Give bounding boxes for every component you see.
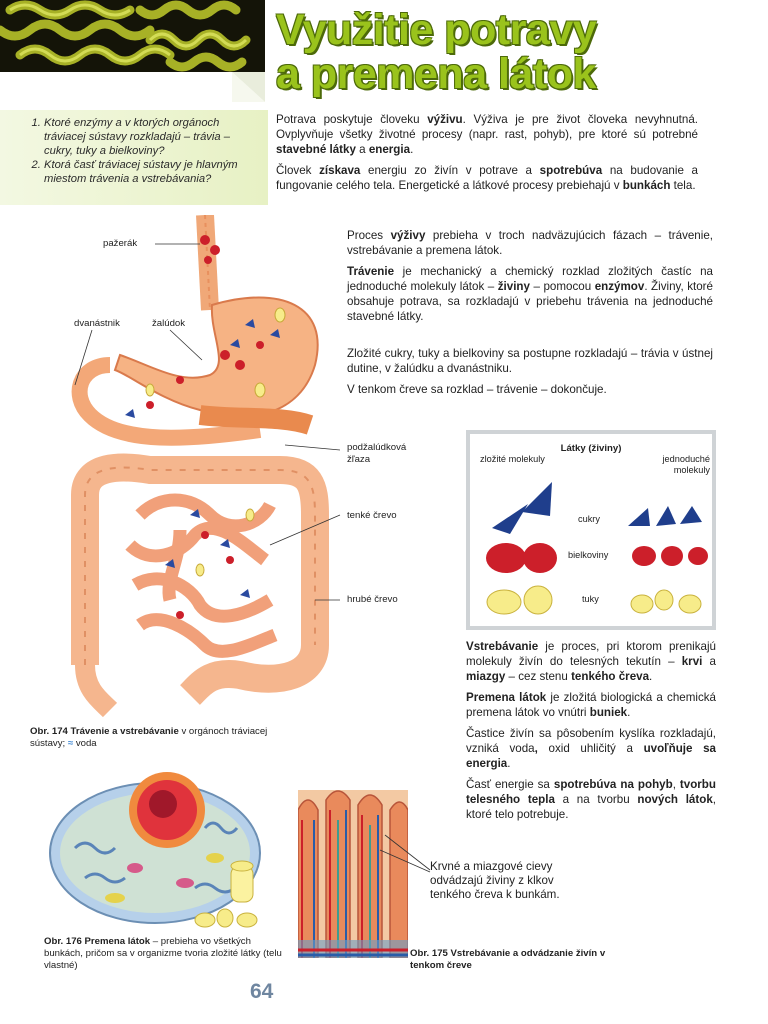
question-1: 1. Ktoré enzýmy a v ktorých orgánoch tráviacej sústavy rozkladajú – trávia – cukry, tuky a bielkoviny? [44, 116, 260, 158]
complex-molecules-header: zložité molekuly [480, 454, 545, 464]
nutrients-box-title: Látky (živiny) [560, 443, 622, 454]
right-paragraph-4: Časť energie sa spotrebúva na pohyb, tvorbu telesného tepla a na tvorbu nových látok, ktoré telo potrebuje. [466, 778, 717, 821]
figure-176-caption: Obr. 176 Premena látok – prebieha vo všetkých bunkách, pričom sa v organizme tvoria zložité látky (telu vlastné) [44, 936, 282, 971]
title-line-2: a premena látok [276, 50, 596, 98]
page-title [276, 8, 756, 96]
nutrient-molecule-shapes [470, 434, 712, 626]
nutrients-box [466, 430, 716, 630]
row-label-sugars: cukry [578, 514, 600, 524]
figure-175-caption: Obr. 175 Vstrebávanie a odvádzanie živín v tenkom čreve [410, 948, 606, 971]
page-number: 64 [250, 980, 274, 1003]
middle-paragraph-1: Proces výživy prebieha v troch nadväzujúcich fázach – trávenie, vstrebávanie a premena látok. [347, 229, 714, 257]
intro-paragraph-2: Človek získava energiu zo živín v potrave a spotrebúva na budovanie a fungovanie celého tela. Energetické a látkové procesy prebiehajú v bunkách tela. [276, 164, 698, 192]
digestive-system-illustration [30, 215, 350, 720]
right-text [466, 639, 716, 828]
right-paragraph-3: Častice živín sa pôsobením kyslíka rozkladajú, vzniká voda, oxid uhličitý a uvoľňuje sa energia. [466, 727, 716, 770]
cell-illustration [45, 758, 285, 938]
questions-box [0, 110, 268, 205]
row-label-fats: tuky [582, 594, 599, 604]
label-zaludok: žalúdok [152, 318, 186, 329]
water-icon: ≈ [67, 738, 76, 749]
middle-paragraph-2: Trávenie je mechanický a chemický rozklad zložitých častíc na jednoduché molekuly látok – živiny – pomocou enzýmov. Živiny, ktoré obsahuje potrava, sa rozkladajú v priebehu trávenia na jednoduché stavebné látky. [347, 265, 713, 323]
simple-molecules-header: jednoduché molekuly [662, 454, 710, 475]
page-curl-decoration [232, 62, 272, 102]
label-hrube: hrubé črevo [347, 594, 398, 605]
right-paragraph-2: Premena látok je zložitá biologická a chemická premena látok vo vnútri buniek. [466, 691, 717, 719]
row-label-proteins: bielkoviny [568, 550, 609, 560]
intro-text [276, 112, 698, 199]
title-line-1: Využitie potravy [276, 6, 597, 54]
middle-text [347, 228, 713, 403]
question-2: 2. Ktorá časť tráviacej sústavy je hlavným miestom trávenia a vstrebávania? [44, 158, 260, 186]
intro-paragraph-1: Potrava poskytuje človeku výživu. Výživa je pre život človeka nevyhnutná. Ovplyvňuje všetky životné procesy (napr. rast, pohyb), pre ktoré sú potrebné stavebné látky a energia. [276, 113, 698, 156]
figure-174-caption: Obr. 174 Trávenie a vstrebávanie v orgánoch tráviacej sústavy; ≈ voda [30, 726, 268, 749]
label-dvanastnik: dvanástnik [74, 318, 120, 329]
label-pazerak: pažerák [103, 238, 138, 249]
middle-paragraph-3: Zložité cukry, tuky a bielkoviny sa postupne rozkladajú – trávia v ústnej dutine, v žalúdku a dvanástniku. [347, 347, 713, 375]
label-podzaludkova: podžalúdková žľaza [347, 442, 407, 465]
header-intestine-photo [0, 0, 265, 72]
label-tenke: tenké črevo [347, 510, 397, 521]
villi-leader-lines [375, 830, 435, 890]
villi-label: Krvné a miazgové cievy odvádzajú živiny z klkov tenkého čreva k bunkám. [430, 860, 560, 901]
middle-paragraph-4: V tenkom čreve sa rozklad – trávenie – dokončuje. [347, 383, 607, 396]
right-paragraph-1: Vstrebávanie je proces, pri ktorom prenikajú molekuly živín do telesných tekutín – krvi a miazgy – cez stenu tenkého čreva. [466, 640, 716, 683]
